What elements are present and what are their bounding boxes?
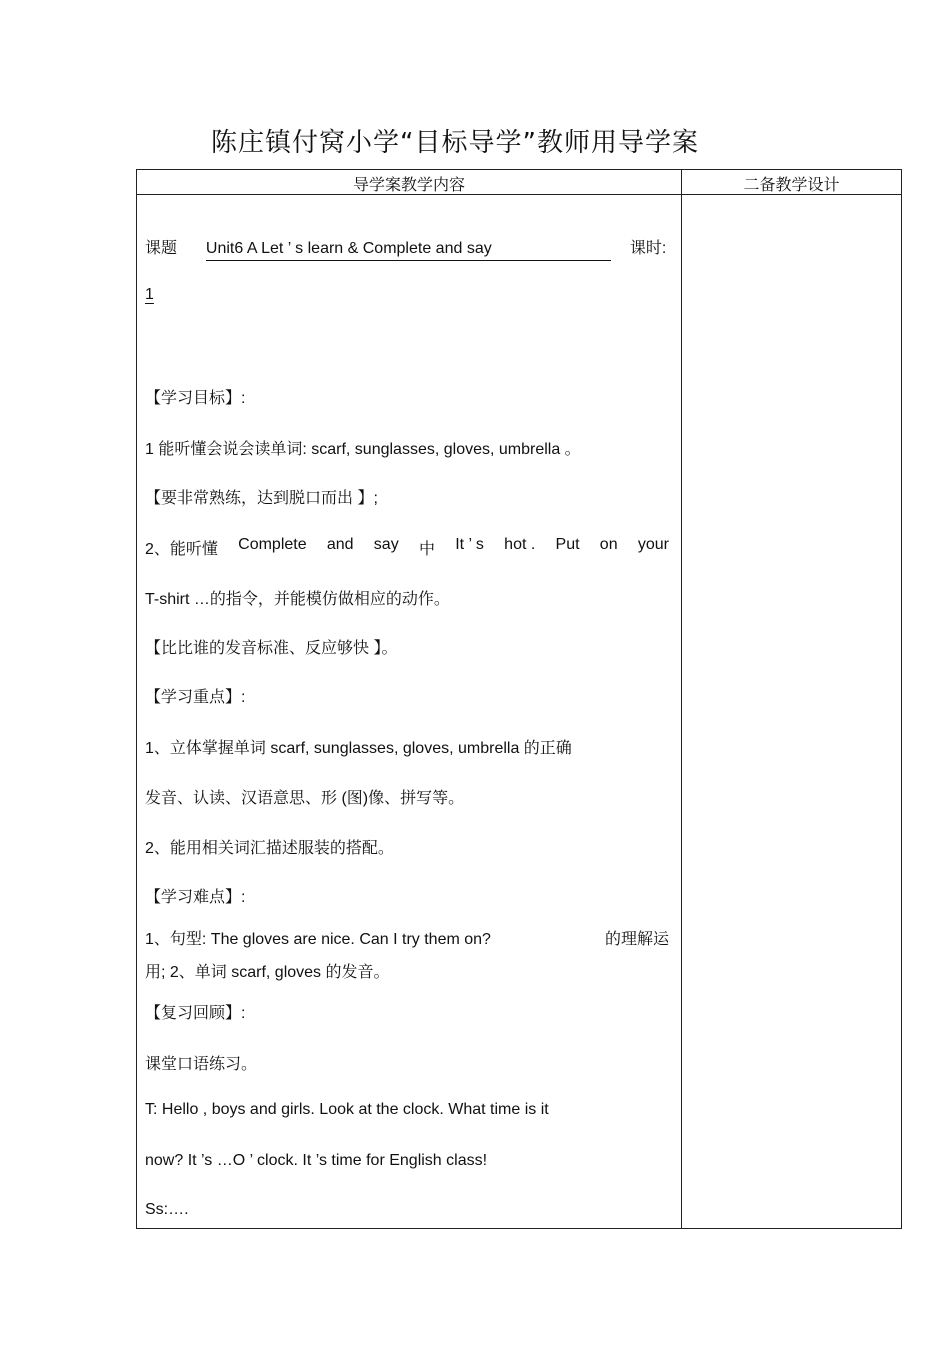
review-line-2: T: Hello , boys and girls. Look at the clock. What time is it (145, 1101, 549, 1118)
goals-word: Complete (238, 536, 307, 553)
review-line-3: now? It ’s …O ’ clock. It ’s time for English class! (145, 1152, 488, 1169)
difficulties-heading: 【学习难点】: (145, 889, 246, 906)
review-line-1: 课堂口语练习。 (145, 1056, 258, 1073)
goals-line-2: 【要非常熟练，达到脱口而出 】; (145, 490, 378, 507)
goals-word: hot . (504, 536, 536, 553)
difficulties-tail: 的理解运 (604, 931, 669, 948)
key-points-line-2: 发音、认读、汉语意思、形 (图)像、拼写等。 (145, 790, 465, 807)
lesson-topic-row (145, 235, 666, 261)
period-value: 1 (145, 286, 154, 303)
lesson-label: 课题 (145, 240, 178, 257)
goals-line-3 (145, 536, 669, 559)
goals-heading: 【学习目标】: (145, 390, 246, 407)
header-lesson-content: 导学案教学内容 (352, 175, 465, 194)
difficulties-sentence: 1、句型: The gloves are nice. Can I try them on? (145, 931, 491, 948)
goals-line-4: T-shirt …的指令，并能模仿做相应的动作。 (145, 591, 450, 608)
goals-word: 中 (418, 541, 435, 558)
goals-word: 2、能听懂 (145, 541, 218, 558)
goals-line-1: 1 能听懂会说会读单词: scarf, sunglasses, gloves, umbrella 。 (145, 441, 581, 458)
key-points-heading: 【学习重点】: (145, 689, 246, 706)
goals-word: It ’ s (455, 536, 484, 553)
goals-word: and (326, 536, 354, 553)
goals-line-5: 【比比谁的发音标准、反应够快 】。 (145, 640, 398, 657)
header-second-design: 二备教学设计 (743, 175, 840, 194)
review-heading: 【复习回顾】: (145, 1005, 246, 1022)
lesson-plan-table (136, 169, 902, 1229)
lesson-topic: Unit6 A Let ’ s learn & Complete and say (206, 240, 611, 261)
difficulties-line-1 (145, 926, 669, 949)
period-value-row (145, 286, 164, 304)
difficulties-line-2: 用; 2、单词 scarf, gloves 的发音。 (145, 964, 390, 981)
period-label: 课时: (629, 240, 667, 257)
key-points-line-3: 2、能用相关词汇描述服装的搭配。 (145, 840, 394, 857)
column-divider (681, 170, 682, 1228)
key-points-line-1: 1、立体掌握单词 scarf, sunglasses, gloves, umbrella 的正确 (145, 740, 572, 757)
goals-word: your (637, 536, 669, 553)
goals-word: Put (555, 536, 580, 553)
review-line-4: Ss:…. (145, 1201, 189, 1218)
goals-word: on (599, 536, 618, 553)
page-title: 陈庄镇付窝小学“目标导学”教师用导学案 (211, 128, 699, 158)
goals-word: say (373, 536, 399, 553)
